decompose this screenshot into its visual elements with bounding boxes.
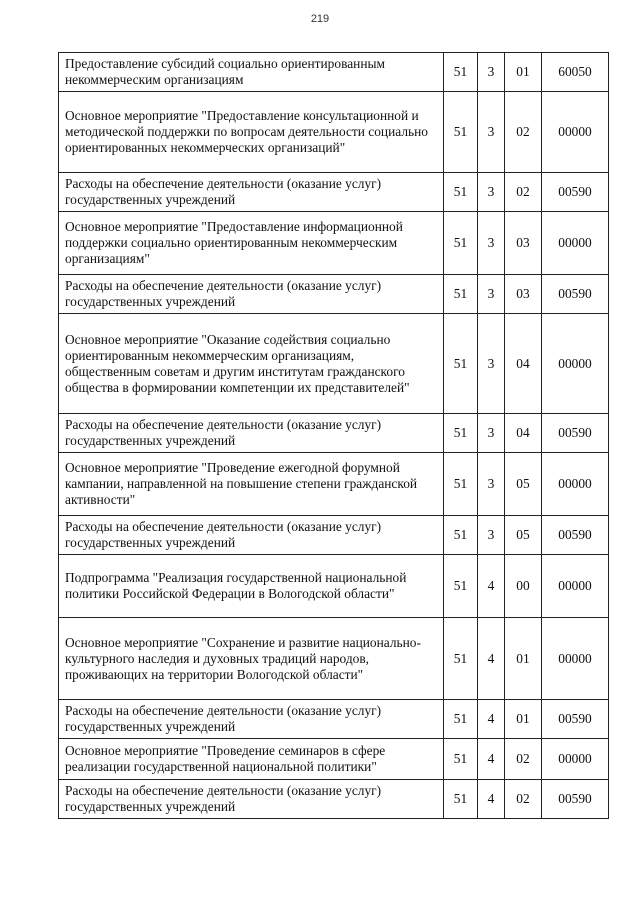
code-cell: 00000	[542, 453, 609, 516]
page-number: 219	[310, 13, 330, 25]
table-row	[59, 212, 609, 275]
row-description: Расходы на обеспечение деятельности (оказание услуг) государственных учреждений	[59, 700, 444, 739]
code-cell: 51	[444, 173, 478, 212]
code-cell: 51	[444, 516, 478, 555]
code-cell: 00000	[542, 618, 609, 700]
code-cell: 51	[444, 414, 478, 453]
table-row	[59, 516, 609, 555]
row-description: Подпрограмма "Реализация государственной национальной политики Российской Федерации в Вологодской области"	[59, 555, 444, 618]
row-description: Основное мероприятие "Сохранение и развитие национально-культурного наследия и духовных традиций народов, проживающих на территории Вологодской области"	[59, 618, 444, 700]
code-cell: 51	[444, 739, 478, 780]
code-cell: 60050	[542, 53, 609, 92]
table-row	[59, 414, 609, 453]
code-cell: 00590	[542, 516, 609, 555]
code-cell: 00590	[542, 173, 609, 212]
row-description: Основное мероприятие "Предоставление консультационной и методической поддержки по вопросам деятельности социально ориентированных некоммерческих организаций"	[59, 92, 444, 173]
code-cell: 3	[478, 53, 505, 92]
code-cell: 05	[505, 516, 542, 555]
code-cell: 00000	[542, 314, 609, 414]
code-cell: 02	[505, 780, 542, 819]
code-cell: 00000	[542, 739, 609, 780]
row-description: Расходы на обеспечение деятельности (оказание услуг) государственных учреждений	[59, 414, 444, 453]
row-description: Расходы на обеспечение деятельности (оказание услуг) государственных учреждений	[59, 173, 444, 212]
code-cell: 4	[478, 739, 505, 780]
row-description: Основное мероприятие "Проведение ежегодной форумной кампании, направленной на повышение степени гражданской активности"	[59, 453, 444, 516]
code-cell: 04	[505, 414, 542, 453]
code-cell: 51	[444, 700, 478, 739]
code-cell: 4	[478, 700, 505, 739]
code-cell: 03	[505, 212, 542, 275]
code-cell: 51	[444, 92, 478, 173]
code-cell: 51	[444, 275, 478, 314]
row-description: Основное мероприятие "Оказание содействия социально ориентированным некоммерческим организациям, общественным советам и другим институтам гражданского общества в формировании компетенции их представителей"	[59, 314, 444, 414]
code-cell: 00590	[542, 700, 609, 739]
code-cell: 3	[478, 212, 505, 275]
code-cell: 51	[444, 453, 478, 516]
code-cell: 3	[478, 453, 505, 516]
code-cell: 05	[505, 453, 542, 516]
code-cell: 3	[478, 414, 505, 453]
table-row	[59, 92, 609, 173]
table-row	[59, 275, 609, 314]
code-cell: 01	[505, 700, 542, 739]
row-description: Предоставление субсидий социально ориентированным некоммерческим организациям	[59, 53, 444, 92]
code-cell: 02	[505, 739, 542, 780]
code-cell: 00	[505, 555, 542, 618]
row-description: Расходы на обеспечение деятельности (оказание услуг) государственных учреждений	[59, 516, 444, 555]
code-cell: 3	[478, 314, 505, 414]
row-description: Основное мероприятие "Проведение семинаров в сфере реализации государственной национальной политики"	[59, 739, 444, 780]
code-cell: 02	[505, 173, 542, 212]
code-cell: 01	[505, 53, 542, 92]
code-cell: 51	[444, 314, 478, 414]
table-row	[59, 453, 609, 516]
budget-classification-table	[58, 52, 609, 819]
row-description: Расходы на обеспечение деятельности (оказание услуг) государственных учреждений	[59, 275, 444, 314]
code-cell: 4	[478, 780, 505, 819]
code-cell: 4	[478, 618, 505, 700]
code-cell: 02	[505, 92, 542, 173]
table-row	[59, 53, 609, 92]
code-cell: 51	[444, 212, 478, 275]
code-cell: 00590	[542, 275, 609, 314]
code-cell: 51	[444, 780, 478, 819]
code-cell: 3	[478, 92, 505, 173]
table-row	[59, 314, 609, 414]
code-cell: 4	[478, 555, 505, 618]
code-cell: 00590	[542, 414, 609, 453]
row-description: Расходы на обеспечение деятельности (оказание услуг) государственных учреждений	[59, 780, 444, 819]
table-row	[59, 739, 609, 780]
table-row	[59, 700, 609, 739]
table-row	[59, 555, 609, 618]
code-cell: 3	[478, 516, 505, 555]
code-cell: 01	[505, 618, 542, 700]
code-cell: 00000	[542, 555, 609, 618]
table-row	[59, 618, 609, 700]
code-cell: 3	[478, 275, 505, 314]
table-body	[59, 53, 609, 819]
code-cell: 03	[505, 275, 542, 314]
table-row	[59, 780, 609, 819]
code-cell: 51	[444, 555, 478, 618]
code-cell: 04	[505, 314, 542, 414]
code-cell: 3	[478, 173, 505, 212]
code-cell: 00000	[542, 212, 609, 275]
table-row	[59, 173, 609, 212]
code-cell: 00590	[542, 780, 609, 819]
code-cell: 51	[444, 53, 478, 92]
code-cell: 00000	[542, 92, 609, 173]
row-description: Основное мероприятие "Предоставление информационной поддержки социально ориентированным некоммерческим организациям"	[59, 212, 444, 275]
code-cell: 51	[444, 618, 478, 700]
